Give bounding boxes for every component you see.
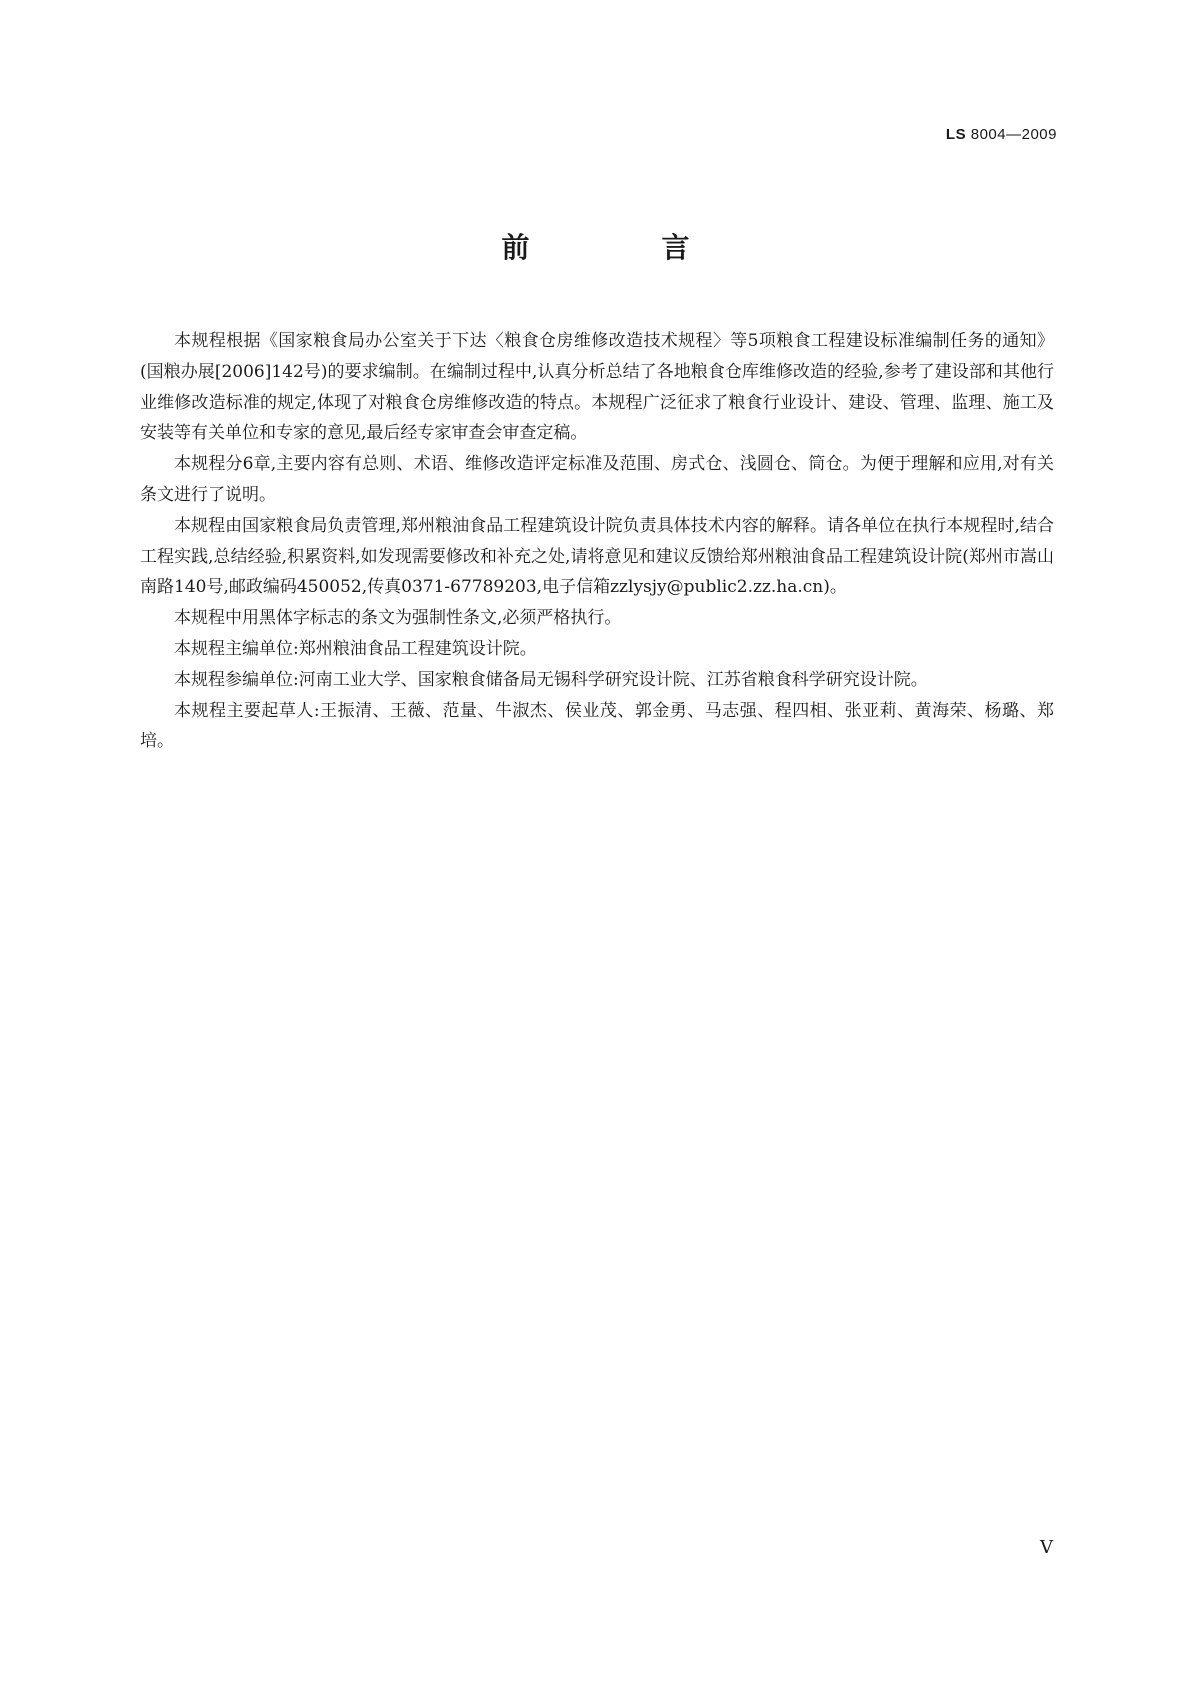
standard-prefix: LS — [945, 126, 967, 143]
standard-code — [946, 126, 1057, 143]
standard-number: 8004—2009 — [970, 126, 1057, 143]
paragraph-participants: 本规程参编单位:河南工业大学、国家粮食储备局无锡科学研究设计院、江苏省粮食科学研究设计院。 — [174, 669, 928, 690]
page-title: 前 言 — [501, 231, 742, 264]
paragraph-chief-editor: 本规程主编单位:郑州粮油食品工程建筑设计院。 — [174, 638, 537, 659]
paragraph-mandatory: 本规程中用黑体字标志的条文为强制性条文,必须严格执行。 — [174, 608, 622, 629]
paragraph-structure: 本规程分6章,主要内容有总则、术语、维修改造评定标准及范围、房式仓、浅圆仓、筒仓。为便于理解和应用,对有关条文进行了说明。 — [140, 454, 1054, 505]
paragraph-drafters: 本规程主要起草人:王振清、王薇、范量、牛淑杰、侯业茂、郭金勇、马志强、程四相、张亚莉、黄海荣、杨璐、郑培。 — [140, 700, 1054, 752]
page-number: V — [1040, 1537, 1053, 1558]
paragraph-origin: 本规程根据《国家粮食局办公室关于下达〈粮食仓房维修改造技术规程〉等5项粮食工程建设标准编制任务的通知》(国粮办展[2006]142号)的要求编制。在编制过程中,认真分析总结了各地粮食仓库维修改造的经验,参考了建设部和其他行业维修改造标准的规定,体现了对粮食仓房维修改造的特点。本规程广泛征求了粮食行业设计、建设、管理、监理、施工及安装等有关单位和专家的意见,最后经专家审查会审查定稿。 — [140, 331, 1054, 444]
paragraph-management: 本规程由国家粮食局负责管理,郑州粮油食品工程建筑设计院负责具体技术内容的解释。请各单位在执行本规程时,结合工程实践,总结经验,积累资料,如发现需要修改和补充之处,请将意见和建议反馈给郑州粮油食品工程建筑设计院(郑州市嵩山南路140号,邮政编码450052,传真0371-67789203,电子信箱zzlysjy@public2.zz.ha.cn)。 — [140, 515, 1054, 598]
foreword-body — [140, 326, 1054, 757]
